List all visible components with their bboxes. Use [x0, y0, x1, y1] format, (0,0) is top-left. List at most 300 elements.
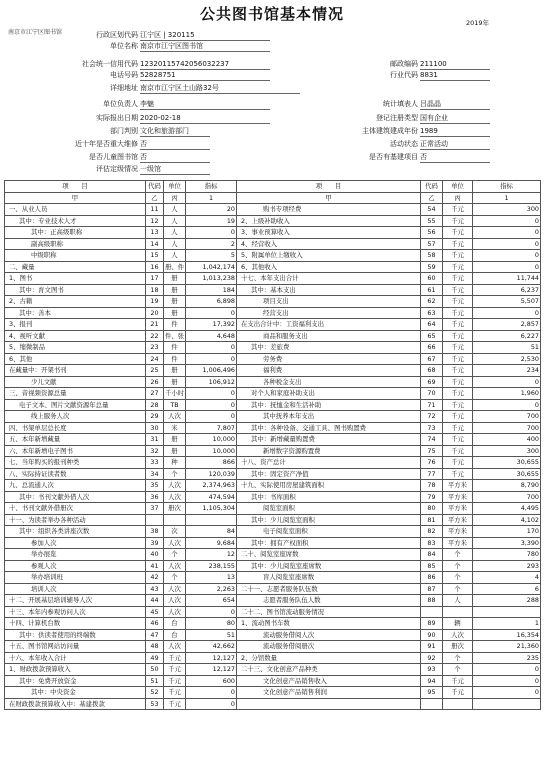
row-item-name: 6、其他: [5, 353, 146, 365]
header-field-underline: [140, 123, 270, 124]
row-value: 1,042,174: [186, 261, 237, 273]
col-unit: 单位: [443, 181, 473, 193]
row-unit: 平方米: [443, 503, 473, 515]
table-row: [5, 652, 541, 664]
row-unit: 千元: [164, 687, 186, 699]
row-item-name: 4、视听文献: [5, 330, 146, 342]
col-item: 项 目: [5, 181, 146, 193]
row-unit: 人次: [164, 537, 186, 549]
header-field-value: 12320115742056032237: [140, 60, 230, 68]
header-right-label: 是否有基建项目: [369, 153, 418, 161]
col-code: 代码: [421, 181, 443, 193]
row-value: 2,857: [473, 319, 541, 331]
row-code: 30: [146, 422, 164, 434]
row-value: 700: [473, 491, 541, 503]
row-item-name: 流动服务借阅册次: [237, 641, 421, 653]
row-item-name: 流动服务借阅人次: [237, 629, 421, 641]
row-value: 30,655: [473, 468, 541, 480]
row-code: 88: [421, 595, 443, 607]
row-value: 5: [186, 250, 237, 262]
row-value: 4,495: [473, 503, 541, 515]
row-code: 85: [421, 560, 443, 572]
row-code: 54: [421, 204, 443, 216]
row-code: 61: [421, 284, 443, 296]
row-item-name: 其中：新增藏量购置费: [237, 434, 421, 446]
row-unit: 千元: [443, 284, 473, 296]
row-item-name: 电子文本、图片文献资源年总量: [5, 399, 146, 411]
row-code: 39: [146, 537, 164, 549]
row-item-name: 其中：书刊文献外借人次: [5, 491, 146, 503]
row-unit: 千元: [443, 261, 473, 273]
row-unit: 册: [164, 284, 186, 296]
row-code: 76: [421, 457, 443, 469]
header-field-underline: [140, 109, 270, 110]
col-item: 项 目: [237, 181, 421, 193]
row-code: 80: [421, 503, 443, 515]
col-sub-value: 1: [473, 192, 541, 204]
row-unit: 千元: [443, 307, 473, 319]
row-item-name: 少儿文献: [5, 376, 146, 388]
row-item-name: 其中：各种设备、交通工具、图书购置费: [237, 422, 421, 434]
row-code: 72: [421, 411, 443, 423]
row-code: 34: [146, 468, 164, 480]
row-item-name: 十九、实际使用房屋建筑面积: [237, 480, 421, 492]
row-unit: 个: [443, 560, 473, 572]
row-unit: 千元: [443, 204, 473, 216]
row-unit: 册、件: [165, 262, 185, 271]
header-field-label: 社会统一信用代码: [82, 60, 138, 68]
row-unit: 千元: [443, 675, 473, 687]
row-unit: 个: [164, 468, 186, 480]
row-value: 780: [473, 549, 541, 561]
col-sub-item: 甲: [237, 192, 421, 204]
row-unit: 台: [164, 618, 186, 630]
row-unit: 千元: [443, 445, 473, 457]
col-sub-unit: 丙: [443, 192, 473, 204]
row-unit: 个: [164, 572, 186, 584]
row-code: 63: [421, 307, 443, 319]
table-body: [5, 204, 541, 710]
row-value: 6,898: [186, 296, 237, 308]
row-value: 2,374,963: [186, 480, 237, 492]
row-value: 51: [186, 629, 237, 641]
row-code: 86: [421, 572, 443, 584]
row-item-name: 1、图书: [5, 273, 146, 285]
row-code: 68: [421, 365, 443, 377]
row-unit: 千元: [443, 434, 473, 446]
row-value: 10,000: [186, 445, 237, 457]
row-item-name: 五、本年新增藏量: [5, 434, 146, 446]
row-item-name: 2、古籍: [5, 296, 146, 308]
row-item-name: 参加人次: [5, 537, 146, 549]
table-row: [5, 687, 541, 699]
row-item-name: 在支出合计中：工资福利支出: [237, 319, 421, 331]
row-item-name: 线上服务人次: [5, 411, 146, 423]
col-sub-value: 1: [186, 192, 237, 204]
row-code: 84: [421, 549, 443, 561]
table-row: [5, 583, 541, 595]
row-value: 1,105,304: [186, 503, 237, 515]
row-unit: 千元: [443, 411, 473, 423]
row-code: 35: [146, 480, 164, 492]
row-unit: 千元: [443, 353, 473, 365]
row-item-name: 其中：中央资金: [5, 687, 146, 699]
row-item-name: 其中：育文图书: [5, 284, 146, 296]
row-value: 184: [186, 284, 237, 296]
table-row: [5, 491, 541, 503]
table-row: [5, 526, 541, 538]
row-unit: 人: [443, 595, 473, 607]
table-row: [5, 365, 541, 377]
empty-cell: [421, 698, 443, 710]
header-right-underline: [420, 136, 490, 137]
row-code: 66: [421, 342, 443, 354]
row-item-name: 1、财政拨款预算收入: [5, 664, 146, 676]
row-unit: 千元: [443, 365, 473, 377]
row-item-name: 二十、阅览室座席数: [237, 549, 421, 561]
table-row: [5, 376, 541, 388]
row-item-name: 3、事业预算收入: [237, 227, 421, 239]
row-value: 0: [186, 411, 237, 423]
row-unit: 件: [164, 342, 186, 354]
row-code: 62: [421, 296, 443, 308]
col-unit: 单位: [164, 181, 186, 193]
row-unit: 件: [164, 319, 186, 331]
row-value: 17,392: [186, 319, 237, 331]
row-item-name: 七、当年购买的报刊种类: [5, 457, 146, 469]
header-right-underline: [420, 80, 490, 81]
header-field-value: 否: [140, 153, 147, 161]
row-value: 84: [186, 526, 237, 538]
row-value: 0: [473, 376, 541, 388]
row-value: 13: [186, 572, 237, 584]
row-code: 69: [421, 376, 443, 388]
row-unit: 千元: [443, 468, 473, 480]
row-unit: 千元: [164, 698, 186, 710]
row-unit: 人次: [164, 595, 186, 607]
row-value: 7,807: [186, 422, 237, 434]
row-value: 0: [186, 353, 237, 365]
row-code: 70: [421, 388, 443, 400]
row-unit: 件、张: [165, 331, 185, 340]
header-field-value: 李魅: [140, 100, 154, 108]
row-item-name: 十三、本年内参观访问人次: [5, 606, 146, 618]
row-item-name: 十七、本年支出合计: [237, 273, 421, 285]
row-item-name: 其中：基本支出: [237, 284, 421, 296]
header-field-label: 单位名称: [110, 42, 138, 50]
table-row: [5, 273, 541, 285]
row-code: 94: [421, 675, 443, 687]
row-code: 50: [146, 664, 164, 676]
table-row: [5, 480, 541, 492]
table-row: [5, 468, 541, 480]
header-right-label: 活动状态: [390, 140, 418, 148]
row-value: 106,912: [186, 376, 237, 388]
row-unit: 人次: [164, 491, 186, 503]
row-item-name: 其中：善本: [5, 307, 146, 319]
row-unit: 册: [164, 307, 186, 319]
row-item-name: 福利费: [237, 365, 421, 377]
row-code: 92: [421, 652, 443, 664]
row-value: 0: [473, 664, 541, 676]
header-field-underline: [140, 80, 270, 81]
header-right-underline: [420, 149, 490, 150]
row-code: 29: [146, 411, 164, 423]
row-unit: 千元: [443, 296, 473, 308]
table-row: [5, 698, 541, 710]
row-item-name: 在藏量中：开架书刊: [5, 365, 146, 377]
row-value: 700: [473, 411, 541, 423]
row-value: 1: [473, 618, 541, 630]
header-right-label: 主体建筑建成年份: [362, 127, 418, 135]
table-row: [5, 595, 541, 607]
row-value: 235: [473, 652, 541, 664]
row-value: 238,155: [186, 560, 237, 572]
row-unit: 千元: [443, 687, 473, 699]
row-value: 300: [473, 445, 541, 457]
row-code: 46: [146, 618, 164, 630]
table-row: [5, 514, 541, 526]
row-item-name: 商品和服务支出: [237, 330, 421, 342]
row-value: 5,507: [473, 296, 541, 308]
table-row: [5, 411, 541, 423]
row-item-name: 十五、图书馆网站访问量: [5, 641, 146, 653]
row-item-name: 十四、计算机台数: [5, 618, 146, 630]
row-value: 4,102: [473, 514, 541, 526]
row-code: 77: [421, 468, 443, 480]
row-item-name: 其中：差旅费: [237, 342, 421, 354]
table-row: [5, 675, 541, 687]
row-value: 654: [186, 595, 237, 607]
row-unit: 千元: [443, 319, 473, 331]
col-sub-item: 甲: [5, 192, 146, 204]
row-code: 24: [146, 353, 164, 365]
report-year: 2019年: [466, 19, 490, 27]
row-item-name: 十一、为读者举办各种活动: [5, 514, 146, 526]
header-right-underline: [420, 162, 490, 163]
table-row: [5, 307, 541, 319]
table-row: [5, 503, 541, 515]
row-item-name: 举办展览: [5, 549, 146, 561]
row-item-name: 十二、开展基层培训辅导人次: [5, 595, 146, 607]
row-item-name: 购书专项经费: [237, 204, 421, 216]
header-right-value: 正常活动: [420, 140, 448, 148]
row-code: 75: [421, 445, 443, 457]
row-code: 79: [421, 491, 443, 503]
row-value: 120,039: [186, 468, 237, 480]
row-value: 0: [186, 698, 237, 710]
row-unit: 册: [164, 434, 186, 446]
row-code: 47: [146, 629, 164, 641]
row-unit: 册次: [443, 641, 473, 653]
row-value: 12,127: [186, 664, 237, 676]
row-value: 21,360: [473, 641, 541, 653]
row-code: 73: [421, 422, 443, 434]
empty-cell: [473, 698, 541, 710]
row-code: 32: [146, 445, 164, 457]
row-item-name: 对个人和家庭补助支出: [237, 388, 421, 400]
row-item-name: 志愿者服务队伍人数: [237, 595, 421, 607]
table-row: [5, 399, 541, 411]
row-unit: 千元: [164, 675, 186, 687]
row-unit: 人次: [164, 480, 186, 492]
row-item-name: 其中：供读者使用的终端数: [5, 629, 146, 641]
header-field-value: 南京市江宁区图书馆: [140, 42, 203, 50]
row-code: 28: [146, 399, 164, 411]
table-row: [5, 319, 541, 331]
row-code: [146, 514, 164, 526]
row-value: 0: [186, 687, 237, 699]
row-value: 700: [473, 422, 541, 434]
row-unit: 人: [164, 250, 186, 262]
row-value: 6: [473, 583, 541, 595]
row-unit: 辆: [443, 618, 473, 630]
row-value: 10,000: [186, 434, 237, 446]
table-row: [5, 296, 541, 308]
row-unit: 人: [164, 238, 186, 250]
row-code: 43: [146, 583, 164, 595]
row-code: 58: [421, 250, 443, 262]
row-value: 0: [473, 250, 541, 262]
row-code: 52: [146, 687, 164, 699]
row-item-name: 二十二、图书馆流动服务情况: [237, 606, 421, 618]
row-value: 0: [186, 606, 237, 618]
header-field-label: 详细地址: [110, 84, 138, 92]
header-field-label: 是否儿童图书馆: [89, 153, 138, 161]
table-row: [5, 560, 541, 572]
row-code: [421, 606, 443, 618]
row-code: 44: [146, 595, 164, 607]
row-code: 21: [146, 319, 164, 331]
header-right-value: 8831: [420, 71, 438, 79]
table-row: [5, 641, 541, 653]
row-unit: 千元: [443, 238, 473, 250]
row-value: 0: [473, 399, 541, 411]
row-item-name: 6、其他收入: [237, 261, 421, 273]
row-unit: 册: [164, 376, 186, 388]
header-right-label: 统计填表人: [383, 100, 418, 108]
header-right-underline: [420, 123, 490, 124]
table-row: [5, 227, 541, 239]
row-value: 16,354: [473, 629, 541, 641]
row-unit: 人次: [164, 583, 186, 595]
row-value: 0: [473, 238, 541, 250]
row-item-name: 盲人阅览室座席数: [237, 572, 421, 584]
row-item-name: 其中：正高级职称: [5, 227, 146, 239]
row-code: 17: [146, 273, 164, 285]
row-item-name: 十八、资产总计: [237, 457, 421, 469]
header-right-label: 行业代码: [390, 71, 418, 79]
row-unit: 个: [443, 652, 473, 664]
row-code: 13: [146, 227, 164, 239]
row-code: 55: [421, 215, 443, 227]
row-item-name: 副高级职称: [5, 238, 146, 250]
row-value: 400: [473, 434, 541, 446]
header-field-label: 近十年是否重大维修: [75, 140, 138, 148]
row-item-name: 一、从业人员: [5, 204, 146, 216]
row-unit: 千元: [443, 388, 473, 400]
row-unit: 人次: [164, 411, 186, 423]
row-unit: 千元: [443, 227, 473, 239]
col-value: 指标: [186, 181, 237, 193]
row-unit: 个: [164, 549, 186, 561]
row-unit: 册: [164, 445, 186, 457]
row-value: 0: [473, 261, 541, 273]
row-item-name: 新增数字资源购置费: [237, 445, 421, 457]
row-code: 31: [146, 434, 164, 446]
row-value: 30,655: [473, 457, 541, 469]
row-item-name: 十、书刊文献外借册次: [5, 503, 146, 515]
table-row: [5, 215, 541, 227]
row-value: 600: [186, 675, 237, 687]
table-row: [5, 330, 541, 342]
row-unit: 册: [164, 365, 186, 377]
header-right-underline: [420, 109, 490, 110]
table-row: [5, 342, 541, 354]
row-code: 57: [421, 238, 443, 250]
row-unit: 千元: [443, 330, 473, 342]
row-code: 81: [421, 514, 443, 526]
row-unit: 平方米: [443, 491, 473, 503]
row-item-name: 中级职称: [5, 250, 146, 262]
row-value: 0: [186, 307, 237, 319]
row-code: 15: [146, 250, 164, 262]
row-unit: 人: [164, 204, 186, 216]
row-code: 25: [146, 365, 164, 377]
row-code: 95: [421, 687, 443, 699]
row-item-name: 各种税金支出: [237, 376, 421, 388]
row-item-name: 参观人次: [5, 560, 146, 572]
header-right-value: 吕晶晶: [420, 100, 441, 108]
row-code: 83: [421, 537, 443, 549]
row-item-name: 其中抚养本年支出: [237, 411, 421, 423]
row-value: 234: [473, 365, 541, 377]
table-row: [5, 388, 541, 400]
row-unit: TB: [164, 399, 186, 411]
row-code: 14: [146, 238, 164, 250]
row-value: 3,390: [473, 537, 541, 549]
row-code: 65: [421, 330, 443, 342]
row-item-name: 其中：组织各类讲座次数: [5, 526, 146, 538]
row-code: 18: [146, 284, 164, 296]
row-unit: 平方米: [443, 526, 473, 538]
row-code: 27: [146, 388, 164, 400]
row-value: 2,530: [473, 353, 541, 365]
stats-table: [4, 180, 541, 710]
row-unit: 册次: [164, 503, 186, 515]
row-code: 89: [421, 618, 443, 630]
row-value: 11,744: [473, 273, 541, 285]
row-unit: 人: [164, 227, 186, 239]
row-code: 49: [146, 652, 164, 664]
row-value: 2,263: [186, 583, 237, 595]
row-code: 19: [146, 296, 164, 308]
row-unit: 千元: [164, 652, 186, 664]
table-row: [5, 204, 541, 216]
row-unit: 平方米: [443, 537, 473, 549]
row-item-name: 经营支出: [237, 307, 421, 319]
row-unit: 人次: [443, 629, 473, 641]
row-item-name: 其中：专业技术人才: [5, 215, 146, 227]
row-unit: 件: [164, 353, 186, 365]
row-item-name: 其中：少儿阅览室面积: [237, 514, 421, 526]
row-value: 12: [186, 549, 237, 561]
row-value: 0: [473, 215, 541, 227]
row-code: 36: [146, 491, 164, 503]
row-item-name: 其中：抚恤金和生活补助: [237, 399, 421, 411]
row-value: [473, 606, 541, 618]
header-field-value: 52828751: [140, 71, 176, 79]
